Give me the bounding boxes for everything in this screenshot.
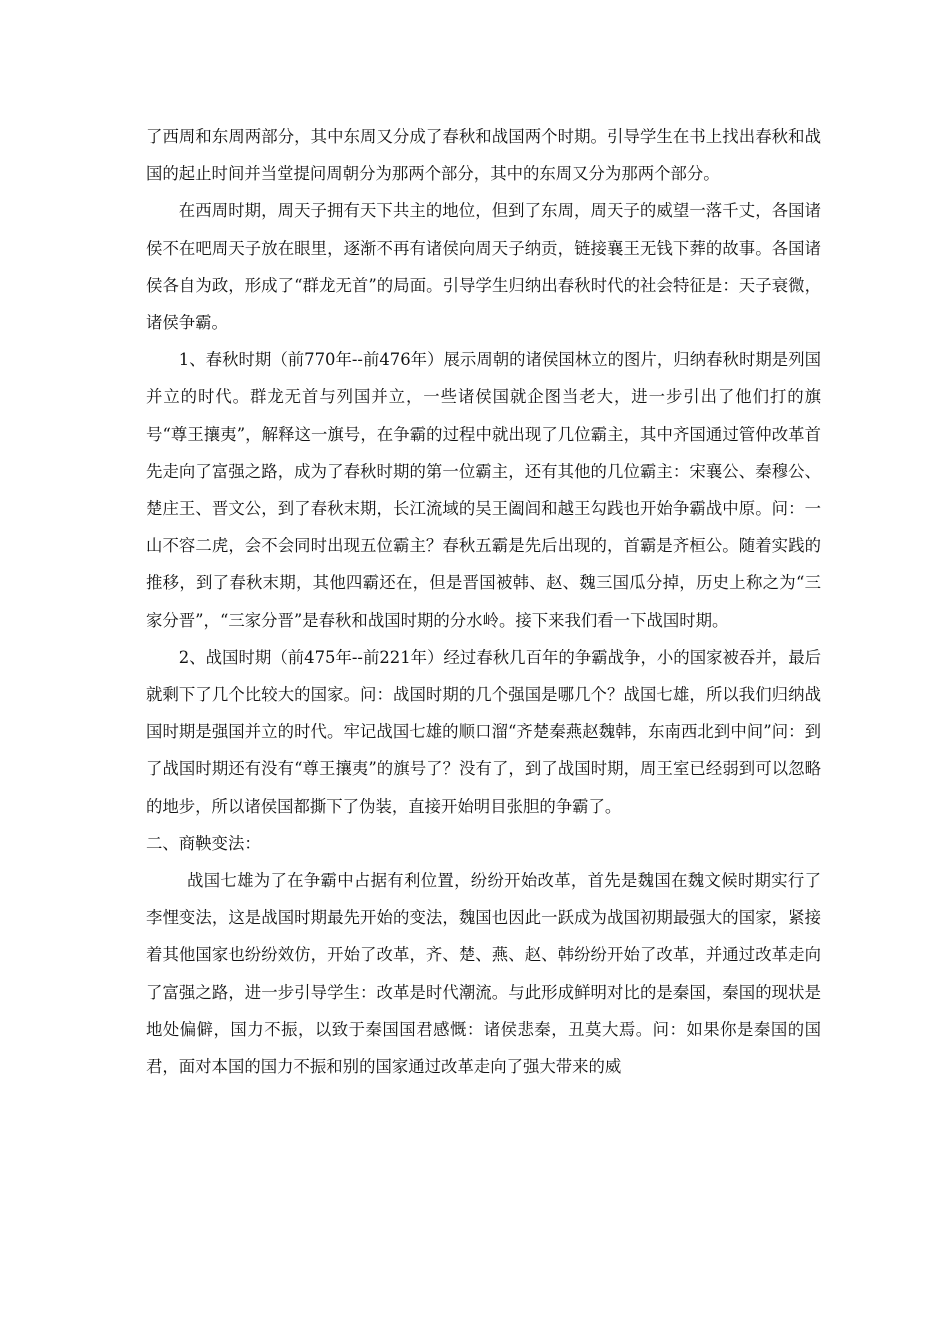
- section-heading-shang-yang-reform: 二、商鞅变法：: [146, 833, 261, 853]
- document-body: [146, 118, 821, 1085]
- paragraph-reforms: 战国七雄为了在争霸中占据有利位置，纷纷开始改革，首先是魏国在魏文候时期实行了李悝变法，这是战国时期最先开始的变法，魏国也因此一跃成为战国初期最强大的国家，紧接着其他国家也纷纷效仿，开始了改革，齐、楚、燕、赵、韩纷纷开始了改革，并通过改革走向了富强之路，进一步引导学生：改革是时代潮流。与此形成鲜明对比的是秦国，秦国的现状是地处偏僻，国力不振，以致于秦国国君感慨：诸侯悲秦，丑莫大焉。问：如果你是秦国的国君，面对本国的国力不振和别的国家通过改革走向了强大带来的威: [146, 871, 821, 1077]
- paragraph-spring-autumn-period: 1、春秋时期（前770年--前476年）展示周朝的诸侯国林立的图片，归纳春秋时期是列国并立的时代。群龙无首与列国并立，一些诸侯国就企图当老大，进一步引出了他们打的旗号“尊王攘夷”，解释这一旗号，在争霸的过程中就出现了几位霸主，其中齐国通过管仲改革首先走向了富强之路，成为了春秋时期的第一位霸主，还有其他的几位霸主：宋襄公、秦穆公、楚庄王、晋文公，到了春秋末期，长江流域的吴王阖闾和越王勾践也开始争霸战中原。问：一山不容二虎，会不会同时出现五位霸主？春秋五霸是先后出现的，首霸是齐桓公。随着实践的推移，到了春秋末期，其他四霸还在，但是晋国被韩、赵、魏三国瓜分掉，历史上称之为“三家分晋”，“三家分晋”是春秋和战国时期的分水岭。接下来我们看一下战国时期。: [146, 350, 821, 630]
- paragraph-western-eastern-zhou: 在西周时期，周天子拥有天下共主的地位，但到了东周，周天子的威望一落千丈，各国诸侯不在吧周天子放在眼里，逐渐不再有诸侯向周天子纳贡，链接襄王无钱下葬的故事。各国诸侯各自为政，形成了“群龙无首”的局面。引导学生归纳出春秋时代的社会特征是：天子衰微，诸侯争霸。: [146, 201, 821, 333]
- paragraph-continuation: 了西周和东周两部分，其中东周又分成了春秋和战国两个时期。引导学生在书上找出春秋和战国的起止时间并当堂提问周朝分为那两个部分，其中的东周又分为那两个部分。: [146, 127, 821, 184]
- paragraph-warring-states-period: 2、战国时期（前475年--前221年）经过春秋几百年的争霸战争，小的国家被吞并，最后就剩下了几个比较大的国家。问：战国时期的几个强国是哪几个？战国七雄，所以我们归纳战国时期是强国并立的时代。牢记战国七雄的顺口溜“齐楚秦燕赵魏韩，东南西北到中间”问：到了战国时期还有没有“尊王攘夷”的旗号了？没有了，到了战国时期，周王室已经弱到可以忽略的地步，所以诸侯国都撕下了伪装，直接开始明目张胆的争霸了。: [146, 647, 821, 816]
